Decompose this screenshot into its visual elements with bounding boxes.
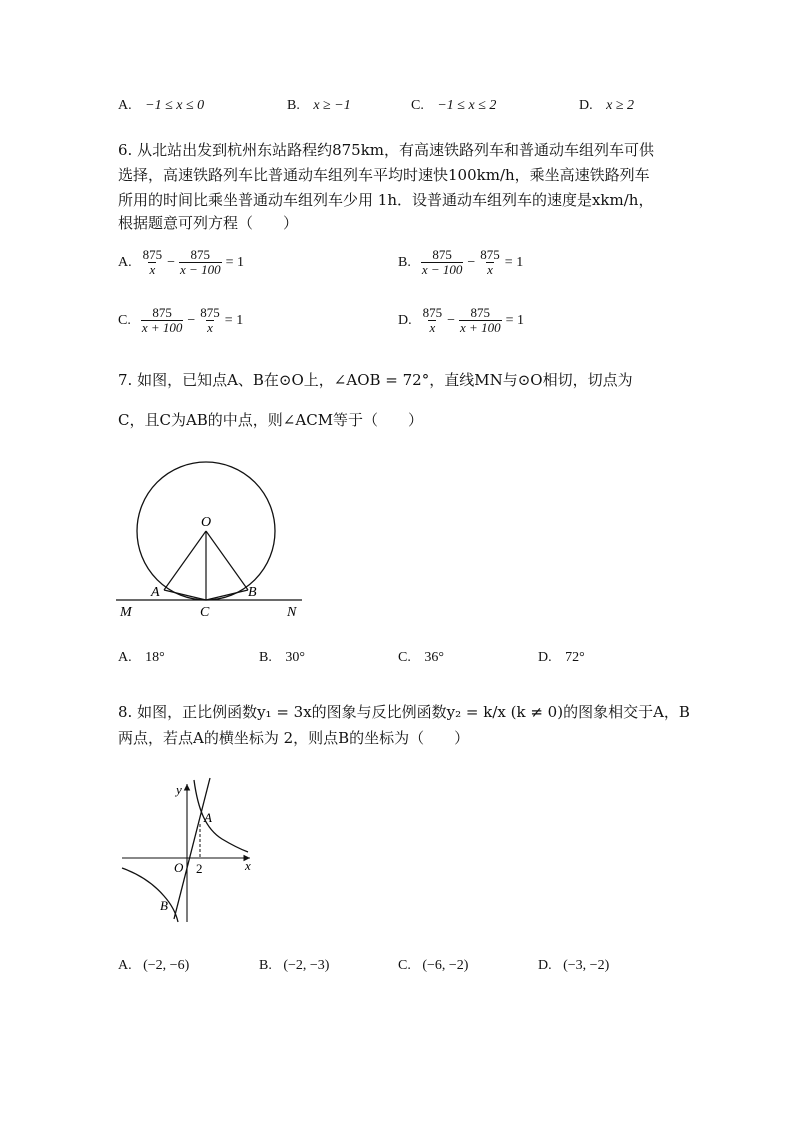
q8-option-c[interactable]: C. (−6, −2)	[398, 958, 469, 973]
q6-option-a[interactable]: A. $\frac{875}{x}$ − $\frac{875}{x - 100}$ = 1	[118, 247, 244, 277]
q6-b-fraction-2: $\frac{875}{x}$	[480, 247, 500, 277]
label-y: y	[176, 782, 182, 797]
segment-oa	[164, 531, 206, 590]
q7-option-a[interactable]: A. 18°	[118, 650, 165, 665]
q6-c-fraction-1: $\frac{875}{x + 100}$	[141, 305, 183, 335]
q6-d-fraction-2: $\frac{875}{x + 100}$	[460, 305, 501, 335]
q8-line-2: 两点，若点A的横坐标为 2，则点B的坐标为（ ）	[118, 729, 470, 747]
q6-option-d[interactable]: D. $\frac{875}{x}$ − $\frac{875}{x + 100}$ = 1	[398, 305, 524, 335]
q8-option-b[interactable]: B. (−2, −3)	[259, 958, 330, 973]
segment-bc	[206, 590, 248, 600]
q6-line-4: 根据题意可列方程（ ）	[118, 214, 299, 232]
q7-circle-figure	[110, 445, 310, 625]
q8-function-graph	[118, 772, 263, 924]
q5-option-c[interactable]: C. −1 ≤ x ≤ 2	[411, 98, 497, 113]
label-origin: O	[174, 860, 184, 875]
hyperbola-branch-q3	[122, 868, 178, 922]
q6-line-1: 6. 从北站出发到杭州东站路程约875km，有高速铁路列车和普通动车组列车可供	[118, 141, 655, 159]
q6-option-c[interactable]: C. $\frac{875}{x + 100}$ − $\frac{875}{x}$ = 1	[118, 305, 244, 335]
q6-b-fraction-1: $\frac{875}{x - 100}$	[421, 247, 463, 277]
q8-option-d[interactable]: D. (−3, −2)	[538, 958, 610, 973]
label-x: x	[245, 858, 251, 873]
q8-option-a[interactable]: A. (−2, −6)	[118, 958, 190, 973]
q6-c-fraction-2: $\frac{875}{x}$	[200, 305, 220, 335]
q7-line-1: 7. 如图，已知点A、B在⊙O上，∠AOB = 72°，直线MN与⊙O相切，切点为	[118, 371, 633, 389]
q6-a-fraction-2: $\frac{875}{x - 100}$	[180, 247, 221, 277]
q7-line-2: C，且C为AB的中点，则∠ACM等于（ ）	[118, 411, 424, 429]
label-n: N	[287, 605, 297, 620]
label-c: C	[200, 605, 210, 620]
line-y1-3x	[174, 778, 210, 919]
q5-option-b[interactable]: B. x ≥ −1	[287, 98, 351, 113]
q7-option-d[interactable]: D. 72°	[538, 650, 585, 665]
segment-ob	[206, 531, 248, 590]
q6-line-2: 选择，高速铁路列车比普通动车组列车平均时速快100km/h，乘坐高速铁路列车	[118, 166, 650, 184]
q7-option-b[interactable]: B. 30°	[259, 650, 305, 665]
q5-option-a[interactable]: A. −1 ≤ x ≤ 0	[118, 98, 205, 113]
q6-option-b[interactable]: B. $\frac{875}{x - 100}$ − $\frac{875}{x}$ = 1	[398, 247, 524, 277]
label-o: O	[201, 515, 212, 530]
label-m: M	[120, 605, 132, 620]
label-two: 2	[196, 861, 203, 876]
q5-option-d[interactable]: D. x ≥ 2	[579, 98, 635, 113]
label-a: A	[151, 585, 160, 600]
label-point-b: B	[160, 898, 168, 913]
label-b: B	[248, 585, 257, 600]
q6-line-3: 所用的时间比乘坐普通动车组列车少用 1h．设普通动车组列车的速度是xkm/h，	[118, 191, 654, 209]
q8-line-1: 8. 如图，正比例函数y₁ = 3x的图象与反比例函数y₂ = k/x (k ≠ 0)的图象相交于A，B	[118, 703, 690, 721]
segment-ac	[164, 590, 206, 600]
label-point-a: A	[204, 810, 212, 825]
hyperbola-branch-q1	[194, 780, 248, 852]
q7-option-c[interactable]: C. 36°	[398, 650, 444, 665]
q6-a-fraction-1: $\frac{875}{x}$	[142, 247, 163, 277]
q6-d-fraction-1: $\frac{875}{x}$	[422, 305, 443, 335]
